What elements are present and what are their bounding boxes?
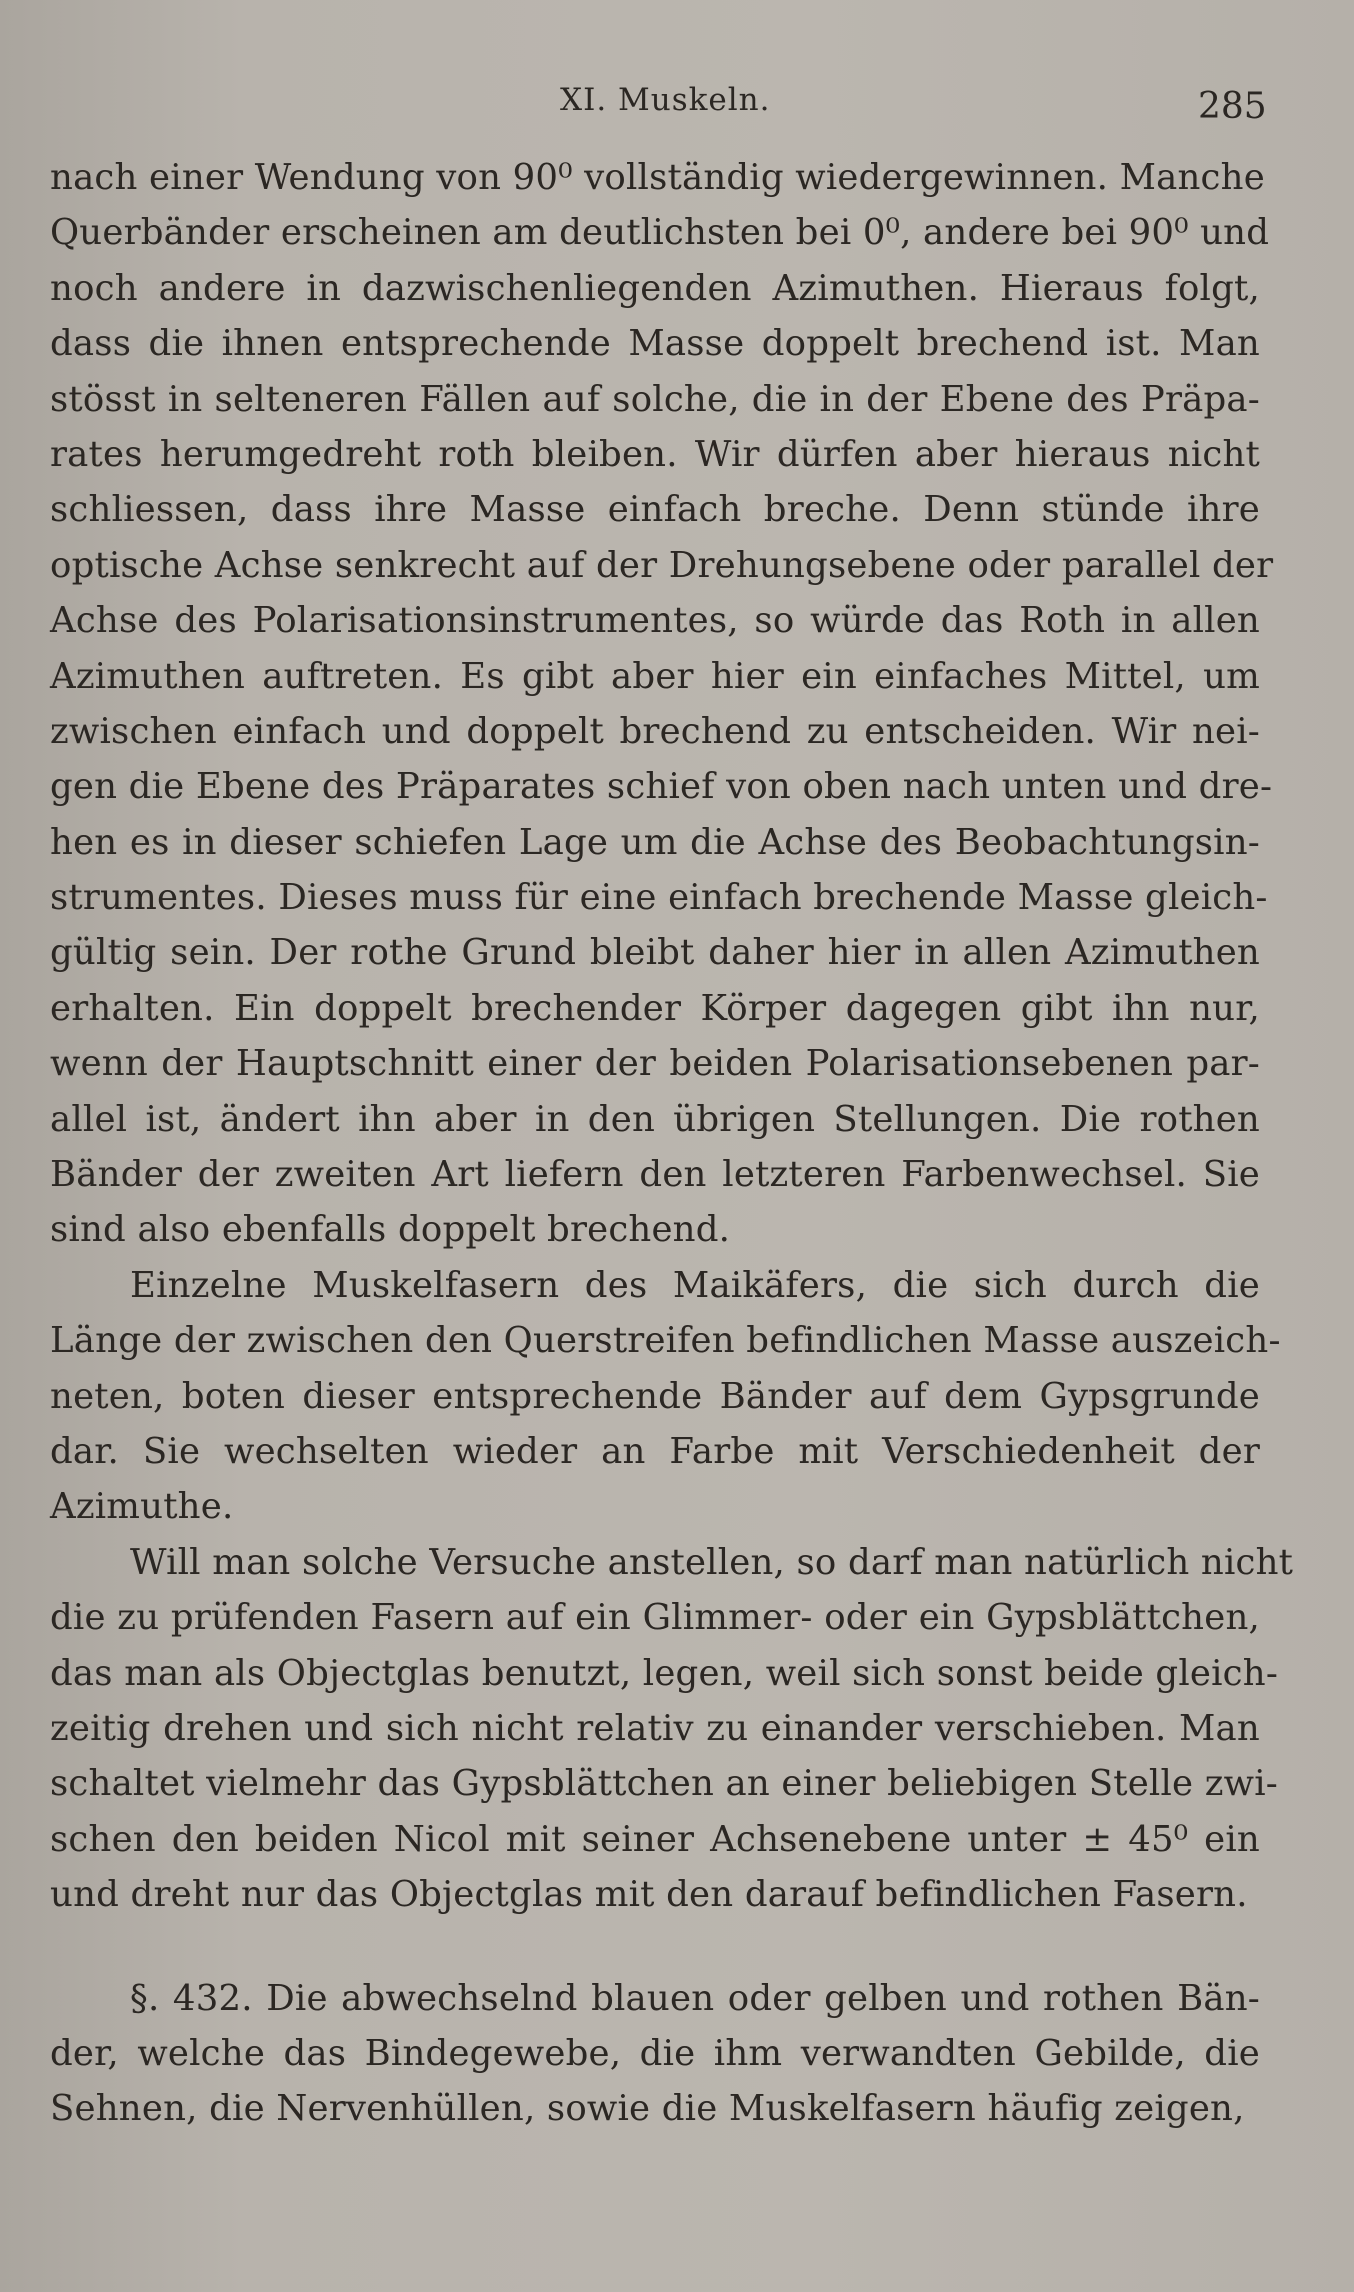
text-line: schen den beiden Nicol mit seiner Achsenebene unter ± 45⁰ ein [50, 1818, 1260, 1860]
text-line: sind also ebenfalls doppelt brechend. [50, 1209, 731, 1251]
running-title: XI. Muskeln. [560, 82, 771, 118]
text-line: Querbänder erscheinen am deutlichsten bei 0⁰, andere bei 90⁰ und [50, 212, 1270, 254]
text-line: Einzelne Muskelfasern des Maikäfers, die sich durch die [130, 1264, 1260, 1306]
text-line: schaltet vielmehr das Gypsblättchen an einer beliebigen Stelle zwi- [50, 1763, 1278, 1805]
text-line: noch andere in dazwischenliegenden Azimuthen. Hieraus folgt, [50, 267, 1260, 309]
text-line: §. 432. Die abwechselnd blauen oder gelben und rothen Bän- [130, 1977, 1260, 2019]
text-line: die zu prüfenden Fasern auf ein Glimmer- oder ein Gypsblättchen, [50, 1597, 1260, 1639]
paragraph [50, 1258, 1281, 1535]
text-line: dass die ihnen entsprechende Masse doppelt brechend ist. Man [50, 323, 1260, 365]
text-line: gültig sein. Der rothe Grund bleibt daher hier in allen Azimuthen [50, 932, 1260, 974]
text-line: strumentes. Dieses muss für eine einfach brechende Masse gleich- [50, 877, 1268, 919]
text-line: rates herumgedreht roth bleiben. Wir dürfen aber hieraus nicht [50, 433, 1260, 475]
text-line: und dreht nur das Objectglas mit den darauf befindlichen Fasern. [50, 1874, 1248, 1916]
text-line: Azimuthen auftreten. Es gibt aber hier ein einfaches Mittel, um [50, 655, 1260, 697]
text-line: Bänder der zweiten Art liefern den letzteren Farbenwechsel. Sie [50, 1154, 1260, 1196]
section-paragraph [50, 1971, 1260, 2137]
body-text [50, 150, 1294, 2137]
text-line: Sehnen, die Nervenhüllen, sowie die Muskelfasern häufig zeigen, [50, 2088, 1245, 2130]
text-line: dar. Sie wechselten wieder an Farbe mit Verschiedenheit der [50, 1430, 1260, 1472]
text-line: Länge der zwischen den Querstreifen befindlichen Masse auszeich- [50, 1320, 1281, 1362]
text-line: erhalten. Ein doppelt brechender Körper dagegen gibt ihn nur, [50, 987, 1260, 1029]
paragraph [50, 150, 1274, 1258]
text-line: der, welche das Bindegewebe, die ihm verwandten Gebilde, die [50, 2032, 1260, 2074]
page-number: 285 [1198, 86, 1267, 127]
text-line: Achse des Polarisationsinstrumentes, so würde das Roth in allen [50, 600, 1260, 642]
text-line: allel ist, ändert ihn aber in den übrigen Stellungen. Die rothen [50, 1098, 1260, 1140]
text-line: optische Achse senkrecht auf der Drehungsebene oder parallel der [50, 544, 1274, 586]
text-line: wenn der Hauptschnitt einer der beiden Polarisationsebenen par- [50, 1043, 1260, 1085]
text-line: Will man solche Versuche anstellen, so darf man natürlich nicht [130, 1541, 1294, 1583]
paragraph [50, 1535, 1294, 1923]
text-line: hen es in dieser schiefen Lage um die Achse des Beobachtungsin- [50, 821, 1260, 863]
section-gap [50, 1923, 1260, 1971]
text-line: neten, boten dieser entsprechende Bänder auf dem Gypsgrunde [50, 1375, 1260, 1417]
text-line: zwischen einfach und doppelt brechend zu entscheiden. Wir nei- [50, 710, 1260, 752]
page-header [0, 78, 1354, 128]
text-line: gen die Ebene des Präparates schief von oben nach unten und dre- [50, 766, 1273, 808]
text-line: Azimuthe. [50, 1486, 234, 1528]
text-line: nach einer Wendung von 90⁰ vollständig wiedergewinnen. Manche [50, 157, 1265, 198]
text-line: zeitig drehen und sich nicht relativ zu einander verschieben. Man [50, 1707, 1260, 1749]
text-line: stösst in selteneren Fällen auf solche, die in der Ebene des Präpa- [50, 378, 1260, 420]
text-line: schliessen, dass ihre Masse einfach breche. Denn stünde ihre [50, 489, 1260, 531]
text-line: das man als Objectglas benutzt, legen, weil sich sonst beide gleich- [50, 1652, 1279, 1694]
